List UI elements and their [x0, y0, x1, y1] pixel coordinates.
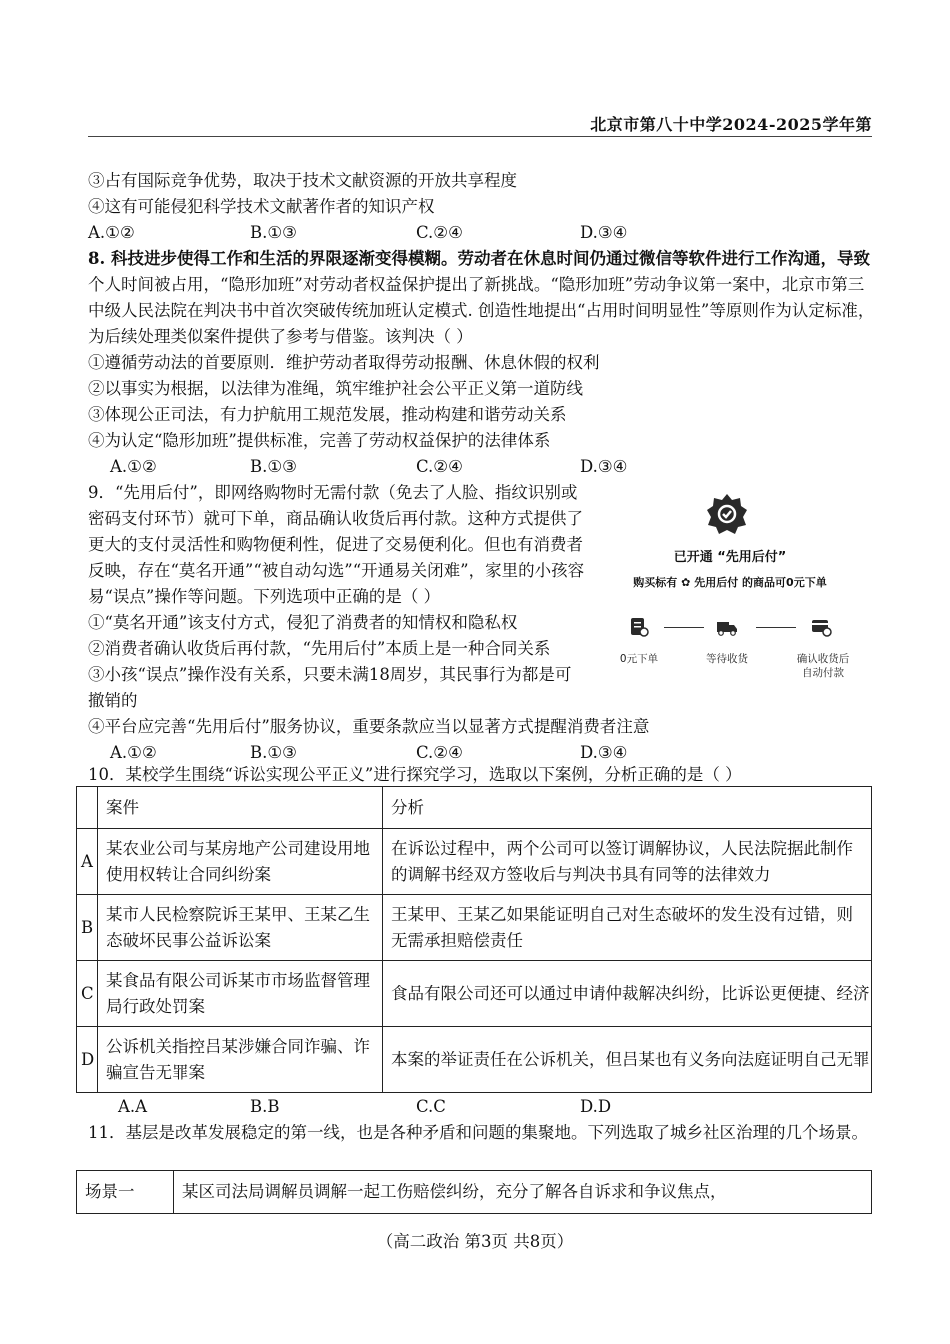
table-row — [77, 961, 872, 1027]
scene-text: 某区司法局调解员调解一起工伤赔偿纠纷，充分了解各自诉求和争议焦点， — [174, 1171, 872, 1214]
q8-item-4: ④为认定“隐形加班”提供标准，完善了劳动权益保护的法律体系 — [88, 431, 551, 450]
delivery-truck-icon — [716, 616, 738, 638]
step-label-wait: 等待收货 — [706, 653, 748, 665]
q10-option-c[interactable]: C.C — [416, 1097, 446, 1116]
q9-stem-line-2: 密码支付环节）就可下单，商品确认收货后再付款。这种方式提供了 — [88, 509, 583, 528]
pay-later-mini-icon: ✿ — [681, 576, 691, 589]
analysis-cell: 王某甲、王某乙如果能证明自己对生态破坏的发生没有过错，则无需承担赔偿责任 — [383, 895, 872, 961]
q9-option-c[interactable]: C.②④ — [416, 743, 463, 762]
table-row — [77, 895, 872, 961]
q11-stem: 11．基层是改革发展稳定的第一线，也是各种矛盾和问题的集聚地。下列选取了城乡社区治理的几个场景。 — [88, 1123, 868, 1142]
q8-stem-line-1 — [88, 246, 870, 272]
row-label: C — [77, 961, 98, 1027]
auto-pay-card-icon — [810, 616, 832, 638]
q7-option-b[interactable]: B.①③ — [250, 223, 297, 242]
pay-later-title: 已开通 “先用后付” — [673, 550, 787, 565]
q9-option-a[interactable]: A.①② — [110, 743, 157, 762]
q10-option-b[interactable]: B.B — [250, 1097, 280, 1116]
q8-option-b[interactable]: B.①③ — [250, 457, 297, 476]
q8-option-d[interactable]: D.③④ — [580, 457, 628, 476]
q9-item-4: ④平台应完善“先用后付”服务协议，重要条款应当以显著方式提醒消费者注意 — [88, 717, 650, 736]
header-rule — [88, 136, 872, 137]
q10-stem: 10．某校学生围绕“诉讼实现公平正义”进行探究学习，选取以下案例，分析正确的是（ ） — [88, 765, 742, 784]
q8-item-1: ①遵循劳动法的首要原则．维护劳动者取得劳动报酬、休息休假的权利 — [88, 353, 600, 372]
q8-stem-line-2: 个人时间被占用，“隐形加班”对劳动者权益保护提出了新挑战。“隐形加班”劳动争议第一案中，北京市第三 — [88, 275, 865, 294]
q9-stem-line-3: 更大的支付灵活性和购物便利性，促进了交易便利化。但也有消费者 — [88, 535, 583, 554]
step-label-order: 0元下单 — [619, 653, 659, 665]
table-header-row — [77, 787, 872, 829]
analysis-cell: 在诉讼过程中，两个公司可以签订调解协议，人民法院据此制作的调解书经双方签收后与判决书具有同等的法律效力 — [383, 829, 872, 895]
q8-option-a[interactable]: A.①② — [110, 457, 157, 476]
q9-item-2: ②消费者确认收货后再付款，“先用后付”本质上是一种合同关系 — [88, 639, 551, 658]
q7-item-4: ④这有可能侵犯科学技术文献著作者的知识产权 — [88, 197, 435, 216]
pay-later-subtitle-post: 的商品可0元下单 — [742, 576, 827, 589]
table-header-blank — [77, 787, 98, 829]
pay-later-subtitle — [600, 574, 860, 590]
q7-option-d[interactable]: D.③④ — [580, 223, 628, 242]
row-label: D — [77, 1027, 98, 1093]
q9-option-d[interactable]: D.③④ — [580, 743, 628, 762]
table-header-case: 案件 — [98, 787, 383, 829]
pay-later-graphic — [600, 492, 860, 692]
q9-stem-line-4: 反映，存在“莫名开通”“被自动勾选”“开通易关闭难”，家里的小孩容 — [88, 561, 585, 580]
analysis-cell: 本案的举证责任在公诉机关，但吕某也有义务向法庭证明自己无罪 — [383, 1027, 872, 1093]
q8-stem-line-4: 为后续处理类似案件提供了参考与借鉴。该判决（ ） — [88, 327, 473, 346]
step-label-autopay: 确认收货后 自动付款 — [796, 653, 850, 679]
school-header: 北京市第八十中学2024-2025学年第 — [590, 115, 872, 134]
pay-later-subtitle-mid: 先用后付 — [694, 576, 739, 589]
q8-stem-text: 8. 科技进步使得工作和生活的界限逐渐变得模糊。劳动者在休息时间仍通过微信等软件进行工作沟通，导致 — [88, 249, 870, 268]
step-connector-1 — [664, 627, 704, 628]
analysis-cell: 食品有限公司还可以通过申请仲裁解决纠纷，比诉讼更便捷、经济 — [383, 961, 872, 1027]
table-header-analysis: 分析 — [383, 787, 872, 829]
q8-stem-line-3: 中级人民法院在判决书中首次突破传统加班认定模式. 创造性地提出“占用时间明显性”等原则作为认定标准， — [88, 301, 875, 320]
case-cell: 某市人民检察院诉王某甲、王某乙生态破坏民事公益诉讼案 — [98, 895, 383, 961]
pay-later-badge-icon — [705, 492, 749, 536]
case-cell: 某食品有限公司诉某市市场监督管理局行政处罚案 — [98, 961, 383, 1027]
q8-item-2: ②以事实为根据，以法律为准绳，筑牢维护社会公平正义第一道防线 — [88, 379, 583, 398]
scene-row — [77, 1171, 872, 1214]
scene-label: 场景一 — [77, 1171, 174, 1214]
q10-option-a[interactable]: A.A — [118, 1097, 148, 1116]
case-cell: 公诉机关指控吕某涉嫌合同诈骗、诈骗宣告无罪案 — [98, 1027, 383, 1093]
q9-item-1: ①“莫名开通”该支付方式，侵犯了消费者的知情权和隐私权 — [88, 613, 518, 632]
scene-table — [76, 1170, 872, 1214]
q9-item-3: ③小孩“误点”操作没有关系，只要未满18周岁，其民事行为都是可 — [88, 665, 572, 684]
q8-item-3: ③体现公正司法，有力护航用工规范发展，推动构建和谐劳动关系 — [88, 405, 567, 424]
row-label: A — [77, 829, 98, 895]
q9-stem-line-1: 9．“先用后付”，即网络购物时无需付款（免去了人脸、指纹识别或 — [88, 483, 578, 502]
q9-option-b[interactable]: B.①③ — [250, 743, 297, 762]
case-cell: 某农业公司与某房地产公司建设用地使用权转让合同纠纷案 — [98, 829, 383, 895]
step-connector-2 — [756, 627, 796, 628]
q7-item-3: ③占有国际竞争优势，取决于技术文献资源的开放共享程度 — [88, 171, 517, 190]
row-label: B — [77, 895, 98, 961]
q8-option-c[interactable]: C.②④ — [416, 457, 463, 476]
pay-later-subtitle-pre: 购买标有 — [633, 576, 678, 589]
table-row — [77, 1027, 872, 1093]
q7-option-a[interactable]: A.①② — [88, 223, 135, 242]
case-table — [76, 786, 872, 1093]
q9-stem-line-5: 易“误点”操作等问题。下列选项中正确的是（ ） — [88, 587, 441, 606]
q10-option-d[interactable]: D.D — [580, 1097, 612, 1116]
order-doc-icon — [628, 616, 650, 638]
page-footer: （高二政治 第3页 共8页） — [376, 1232, 574, 1251]
table-row — [77, 829, 872, 895]
q7-option-c[interactable]: C.②④ — [416, 223, 463, 242]
q9-item-3-cont: 撤销的 — [88, 691, 138, 710]
